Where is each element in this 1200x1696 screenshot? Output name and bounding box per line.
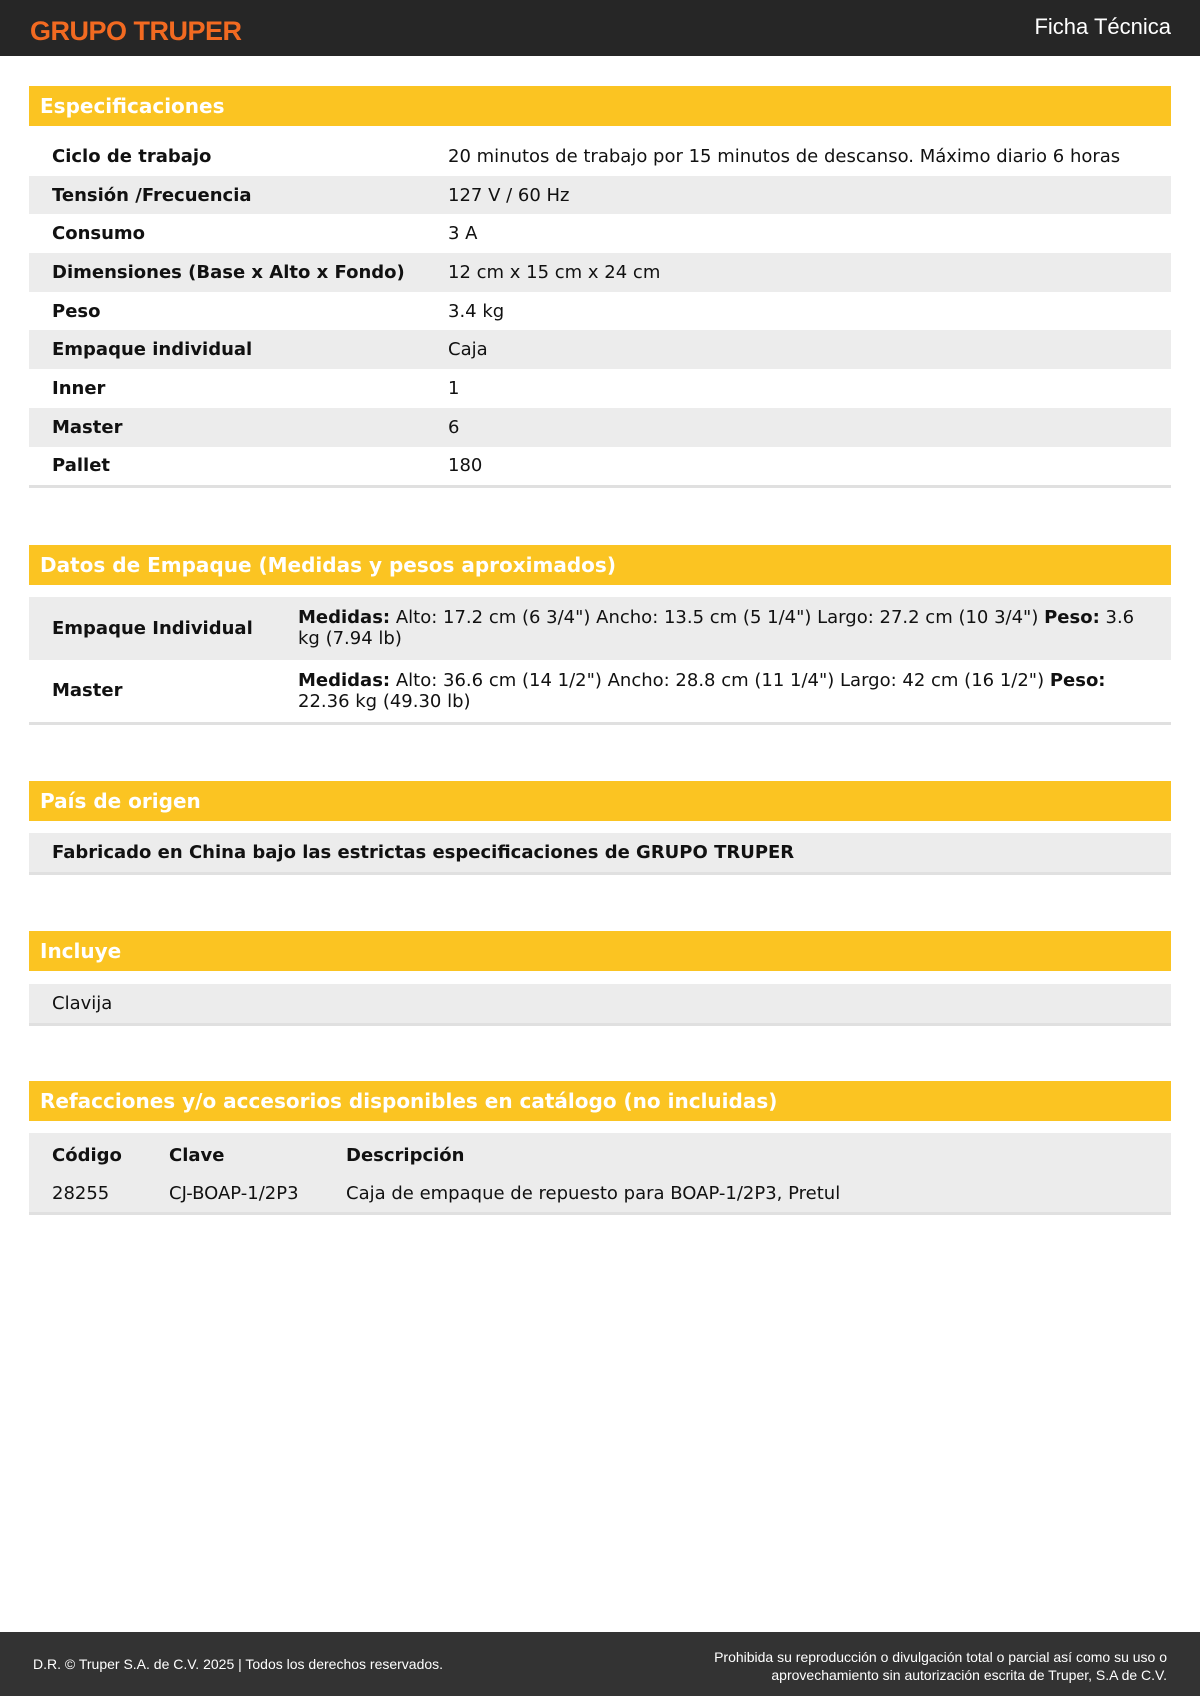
header-bar	[0, 0, 1200, 56]
section-header-empaque: Datos de Empaque (Medidas y pesos aproximados)	[29, 545, 1171, 585]
column-header-descripcion: Descripción	[346, 1145, 465, 1166]
copyright-text: D.R. © Truper S.A. de C.V. 2025 | Todos los derechos reservados.	[33, 1656, 444, 1672]
part-key: CJ-BOAP-1/2P3	[169, 1183, 299, 1204]
section-header-incluye: Incluye	[29, 931, 1171, 971]
spec-value: 3.4 kg	[448, 300, 505, 322]
parts-table-header	[29, 1137, 1171, 1175]
section-header-origen: País de origen	[29, 781, 1171, 821]
column-header-codigo: Código	[52, 1145, 122, 1166]
footer-bar	[0, 1632, 1200, 1696]
spec-row	[29, 137, 1171, 176]
spec-row	[29, 176, 1171, 215]
spec-row	[29, 447, 1171, 486]
spec-value: Caja	[448, 339, 488, 361]
legal-notice-line2: aprovechamiento sin autorización escrita de Truper, S.A de C.V.	[771, 1667, 1167, 1683]
peso-label: Peso:	[1044, 607, 1100, 629]
spec-row	[29, 214, 1171, 253]
spec-label: Tensión /Frecuencia	[52, 184, 252, 206]
packaging-label: Master	[52, 680, 123, 702]
spec-label: Peso	[52, 300, 101, 322]
section-header-refacciones: Refacciones y/o accesorios disponibles en catálogo (no incluidas)	[29, 1081, 1171, 1121]
includes-text: Clavija	[29, 984, 1171, 1026]
medidas-value: Alto: 17.2 cm (6 3/4") Ancho: 13.5 cm (5 1/4") Largo: 27.2 cm (10 3/4")	[390, 607, 1045, 629]
spec-row	[29, 292, 1171, 331]
spec-row	[29, 330, 1171, 369]
spec-label: Dimensiones (Base x Alto x Fondo)	[52, 261, 405, 283]
medidas-label: Medidas:	[298, 669, 391, 691]
medidas-label: Medidas:	[298, 607, 391, 629]
spec-label: Pallet	[52, 455, 111, 477]
packaging-value	[298, 607, 1158, 649]
spec-value: 127 V / 60 Hz	[448, 184, 570, 206]
origin-text: Fabricado en China bajo las estrictas especificaciones de GRUPO TRUPER	[29, 833, 1171, 875]
specifications-table	[29, 137, 1171, 488]
table-row	[29, 1175, 1171, 1213]
spec-label: Ciclo de trabajo	[52, 145, 212, 167]
packaging-value	[298, 670, 1158, 712]
peso-value: 22.36 kg (49.30 lb)	[298, 690, 471, 712]
column-header-clave: Clave	[169, 1145, 225, 1166]
section-header-especificaciones: Especificaciones	[29, 86, 1171, 126]
part-code: 28255	[52, 1183, 110, 1204]
brand-logo: GRUPO TRUPER	[30, 16, 242, 46]
spec-label: Master	[52, 416, 123, 438]
spec-value: 3 A	[448, 223, 478, 245]
spec-label: Consumo	[52, 223, 146, 245]
spec-value: 12 cm x 15 cm x 24 cm	[448, 261, 661, 283]
spec-row	[29, 408, 1171, 447]
peso-label: Peso:	[1049, 669, 1106, 691]
part-description: Caja de empaque de repuesto para BOAP-1/2P3, Pretul	[346, 1183, 841, 1204]
medidas-value: Alto: 36.6 cm (14 1/2") Ancho: 28.8 cm (11 1/4") Largo: 42 cm (16 1/2")	[390, 669, 1050, 691]
document-title: Ficha Técnica	[1034, 14, 1171, 39]
spec-value: 180	[448, 455, 483, 477]
peso-value: 3.6 kg (7.94 lb)	[298, 607, 1135, 650]
spec-label: Inner	[52, 377, 106, 399]
spec-label: Empaque individual	[52, 339, 253, 361]
spec-value: 1	[448, 377, 460, 399]
packaging-row	[29, 660, 1171, 723]
spec-row	[29, 253, 1171, 292]
legal-notice	[607, 1648, 1167, 1684]
spec-row	[29, 369, 1171, 408]
spec-value: 20 minutos de trabajo por 15 minutos de descanso. Máximo diario 6 horas	[448, 145, 1121, 167]
packaging-table	[29, 597, 1171, 725]
packaging-label: Empaque Individual	[52, 617, 253, 639]
packaging-row	[29, 597, 1171, 660]
legal-notice-line1: Prohibida su reproducción o divulgación total o parcial así como su uso o	[714, 1649, 1167, 1665]
parts-table	[29, 1133, 1171, 1215]
spec-value: 6	[448, 416, 460, 438]
